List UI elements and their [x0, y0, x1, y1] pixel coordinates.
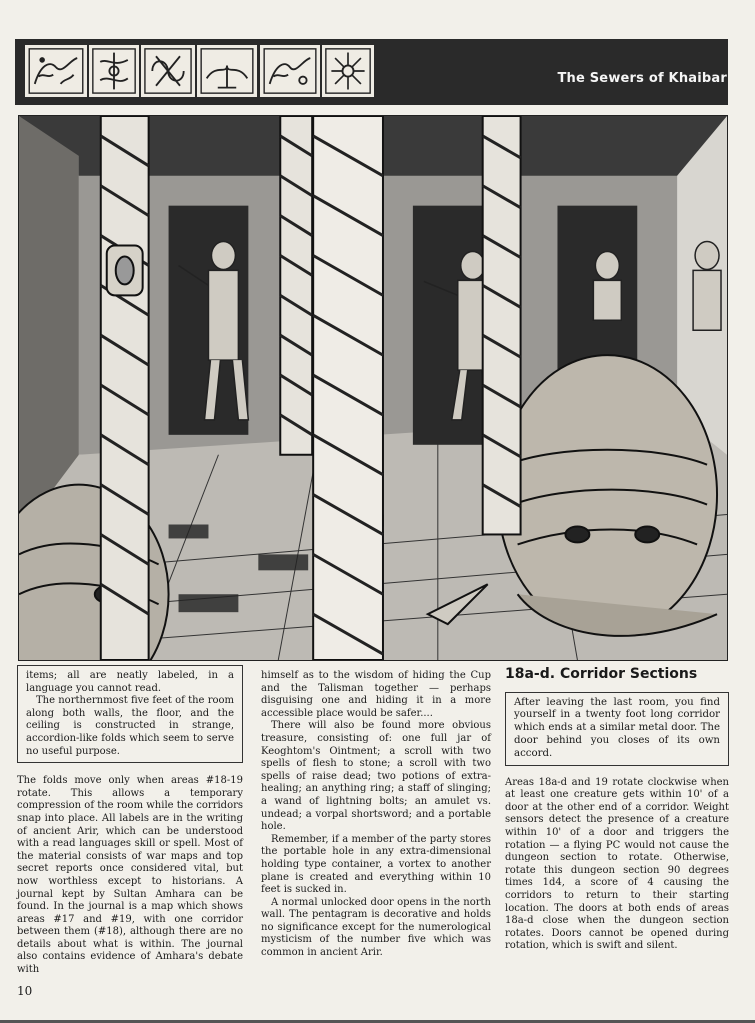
section-heading: 18a-d. Corridor Sections	[505, 666, 698, 682]
sewer-corridor-mummies-illustration	[18, 115, 728, 661]
right-column	[505, 668, 729, 953]
box-paragraph: After leaving the last room, you find yourself in a twenty foot long corridor which ends at a similar metal door. The door behind you closes of its own accord.	[514, 696, 720, 759]
body-paragraph: Areas 18a-d and 19 rotate clockwise when at least one creature gets within 10' of a door at the other end of a corridor. Weight sensors detect the presence of a creature within 10' of a door and triggers the rotation — a flying PC would not cause the dungeon section to rotate. Otherwise, rotate this dungeon section 90 degrees times 1d4, a score of 4 causing the corridors to return to their starting location. The doors at both ends of areas 18a-d close when the dungeon section rotates. Doors cannot be opened during rotation, which is swift and silent.	[505, 776, 729, 952]
left-column	[17, 665, 243, 977]
running-head: The Sewers of Khaibar	[557, 71, 727, 86]
bird-ornament-icon	[197, 45, 257, 97]
vine-ornament-icon	[89, 45, 139, 97]
vine-ornament-icon	[322, 45, 374, 97]
read-aloud-box	[17, 665, 243, 763]
body-paragraph: There will also be found more obvious treasure, consisting of: one full jar of Keoghtom's Ointment; a scroll with two spells of flesh to stone; a scroll with two spells of raise dead; two potions of extra-healing; an anything ring; a staff of slinging; a wand of lightning bolts; an amulet vs. undead; a vorpal shortsword; and a portable hole.	[261, 720, 491, 833]
box-paragraph: items; all are neatly labeled, in a language you cannot read.	[26, 670, 234, 694]
box-paragraph: The northernmost five feet of the room along both walls, the floor, and the ceiling is constructed in strange, accordion-like folds which seem to serve no useful purpose.	[26, 695, 234, 757]
body-paragraph: Remember, if a member of the party stores the portable hole in any extra-dimensional holding type container, a vortex to another plane is created and everything within 10 feet is sucked in.	[261, 833, 491, 896]
middle-column	[261, 670, 491, 960]
read-aloud-box	[505, 692, 729, 766]
page-number: 10	[17, 984, 33, 998]
dragon-ornament-icon	[25, 45, 87, 97]
dragon-ornament-icon	[260, 45, 320, 97]
body-paragraph: The folds move only when areas #18-19 rotate. This allows a temporary compression of the room while the corridors snap into place. All labels are in the writing of ancient Arir, which can be understood with a read languages skill or spell. Most of the material consists of war maps and top secret reports once considered vital, but now worthless except to historians. A journal kept by Sultan Amhara can be found. In the journal is a map which shows areas #17 and #19, with one corridor between them (#18), although there are no details about what is within. The journal also contains evidence of Amhara's debate with	[17, 775, 244, 976]
body-paragraph: himself as to the wisdom of hiding the Cup and the Talisman together — perhaps disguising one and hiding it in a more accessible place would be safer....	[261, 670, 491, 719]
body-paragraph: A normal unlocked door opens in the north wall. The pentagram is decorative and holds no significance except for the numerological mysticism of the number five which was common in ancient Arir.	[261, 896, 491, 959]
scroll-ornament-icon	[141, 45, 195, 97]
